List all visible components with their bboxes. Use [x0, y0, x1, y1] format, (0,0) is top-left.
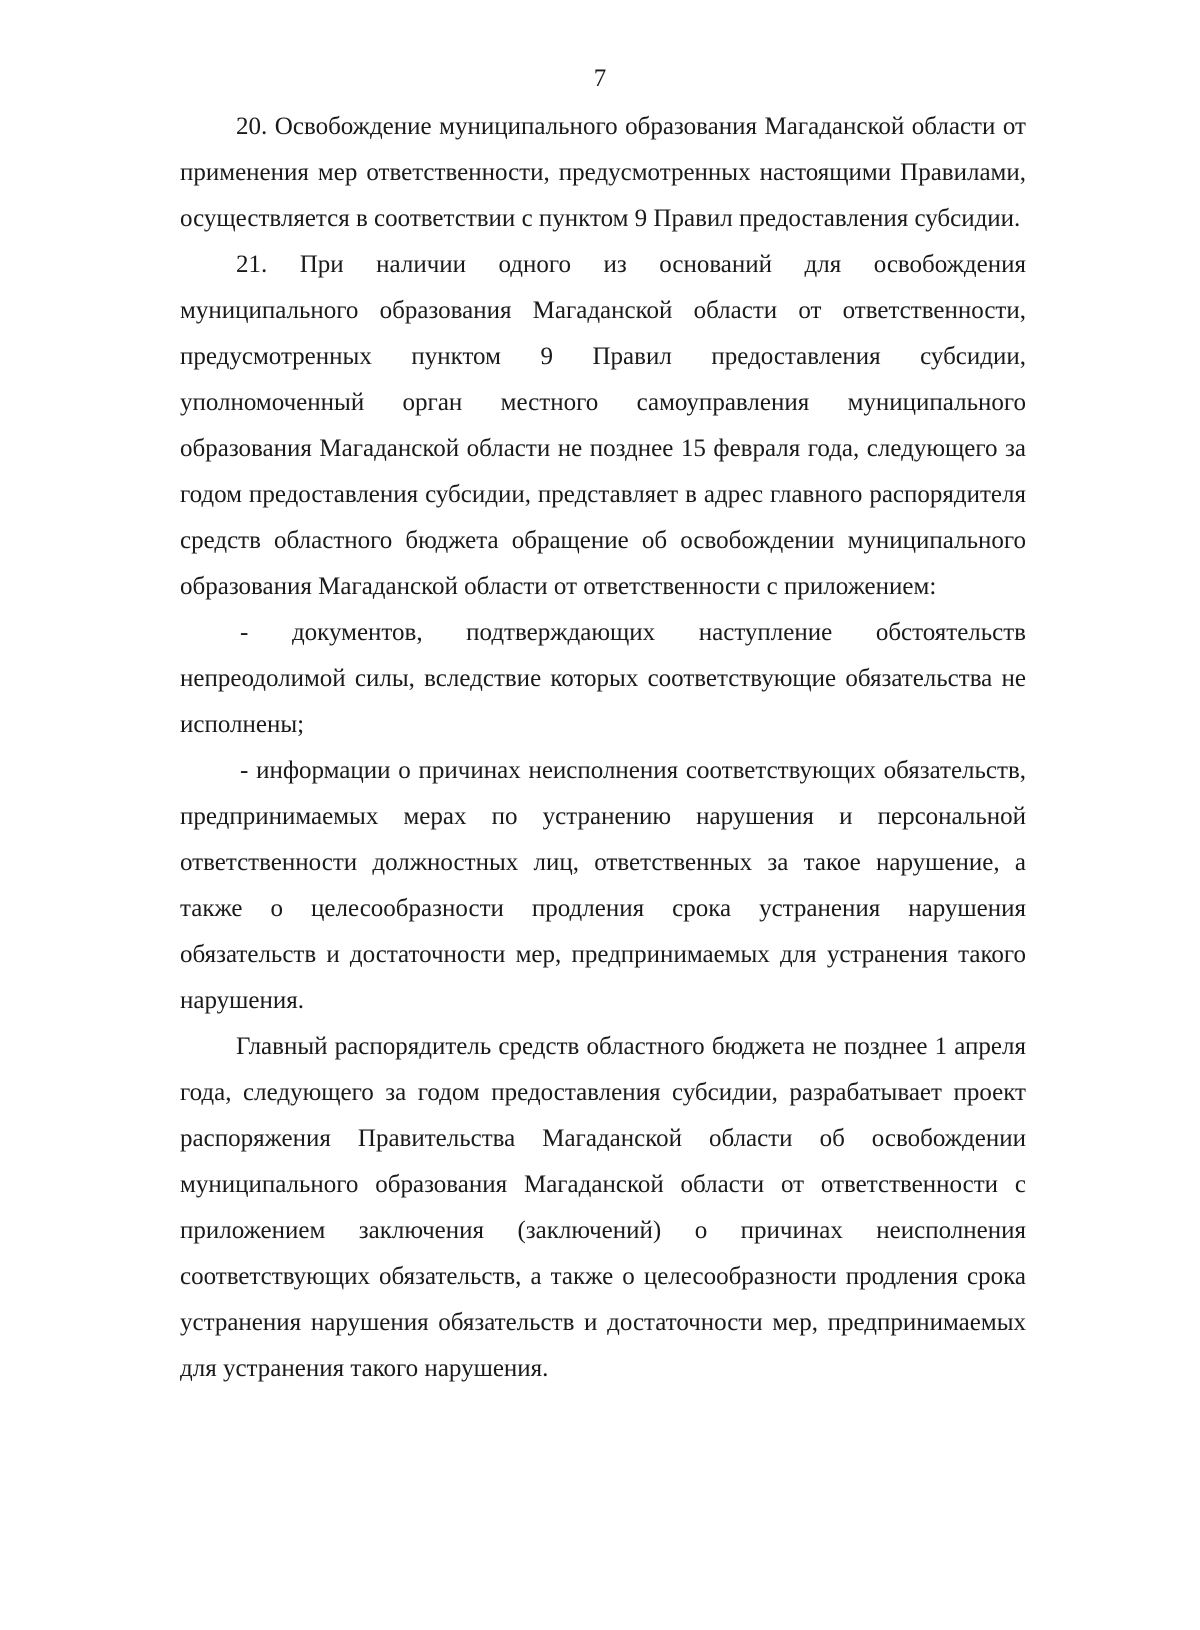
paragraph-21: 21. При наличии одного из оснований для освобождения муниципального образования Магаданской области от ответственности, предусмотренных пунктом 9 Правил предоставления субсидии, уполномоченный орган местного самоуправления муниципального образования Магаданской области не позднее 15 февраля года, следующего за годом предоставления субсидии, представляет в адрес главного распорядителя средств областного бюджета обращение об освобождении муниципального образования Магаданской области от ответственности с приложением: [180, 251, 1026, 600]
document-body [180, 104, 1026, 1392]
paragraph-20: 20. Освобождение муниципального образования Магаданской области от применения мер ответственности, предусмотренных настоящими Правилами, осуществляется в соответствии с пунктом 9 Правил предоставления субсидии. [180, 113, 1026, 232]
list-item-documents: - документов, подтверждающих наступление обстоятельств непреодолимой силы, вследствие которых соответствующие обязательства не исполнены; [180, 619, 1026, 738]
paragraph-main-distributor: Главный распорядитель средств областного бюджета не позднее 1 апреля года, следующего за годом предоставления субсидии, разрабатывает проект распоряжения Правительства Магаданской области об освобождении муниципального образования Магаданской области от ответственности с приложением заключения (заключений) о причинах неисполнения соответствующих обязательств, а также о целесообразности продления срока устранения нарушения обязательств и достаточности мер, предпринимаемых для устранения такого нарушения. [180, 1033, 1026, 1382]
page-number: 7 [593, 65, 607, 92]
list-item-information: - информации о причинах неисполнения соответствующих обязательств, предпринимаемых мерах по устранению нарушения и персональной ответственности должностных лиц, ответственных за такое нарушение, а также о целесообразности продления срока устранения нарушения обязательств и достаточности мер, предпринимаемых для устранения такого нарушения. [180, 757, 1026, 1014]
